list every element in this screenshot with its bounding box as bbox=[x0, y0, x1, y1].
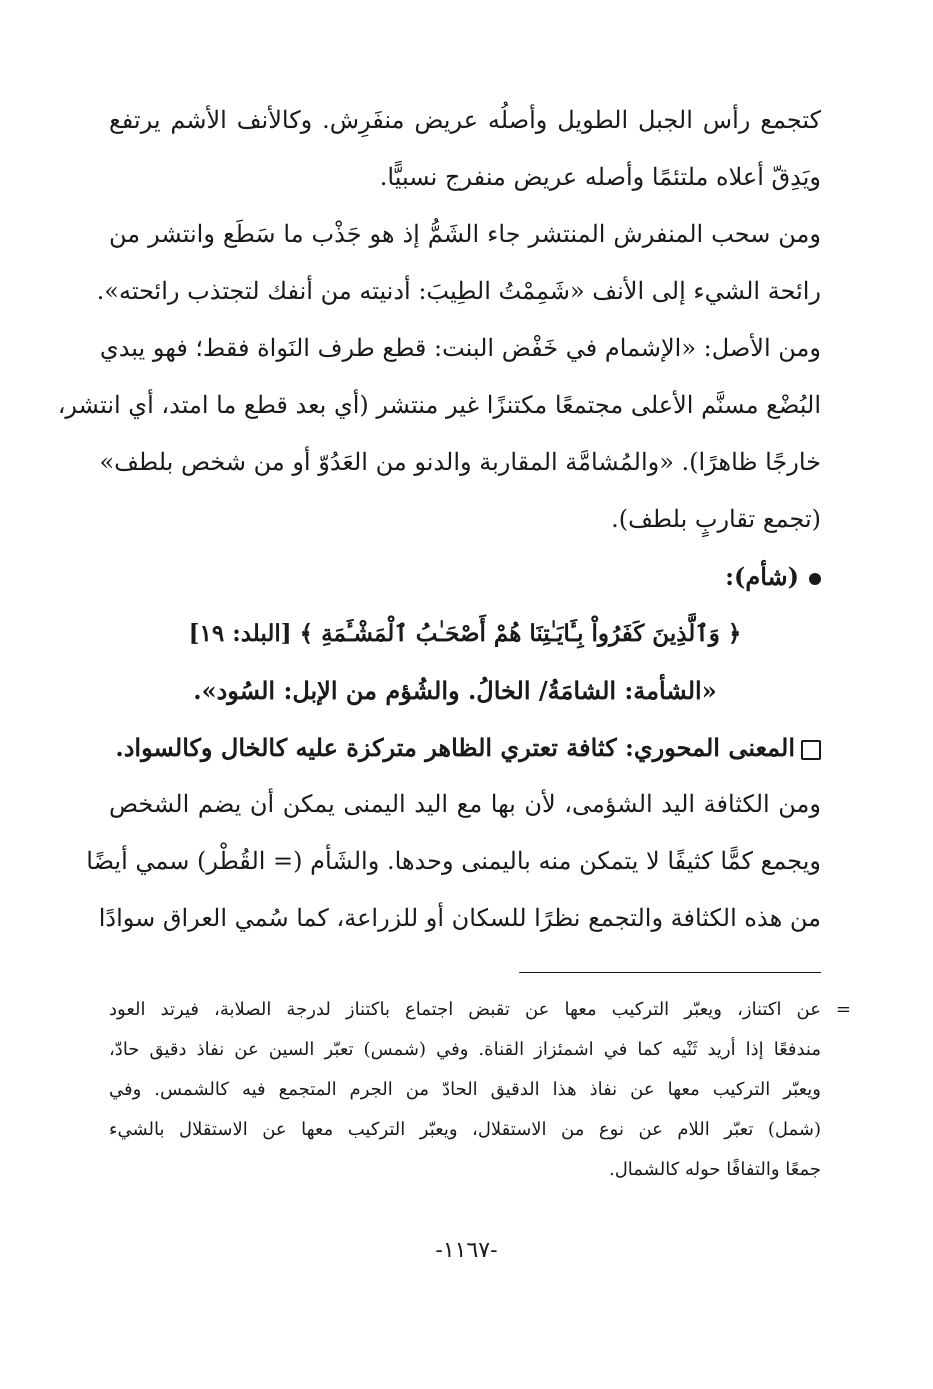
text-line: ومن الكثافة اليد الشؤمى، لأن بها مع اليد اليمنى يمكن أن يضم الشخص bbox=[109, 790, 821, 818]
text-line: ومن الأصل: «الإشمام في خَفْض البنت: قطع طرف النَواة فقط؛ فهو يبدي bbox=[99, 334, 821, 362]
footnote-line: عن اكتناز، ويعبّر التركيب معها عن تقبض اجتماع باكتناز لدرجة الصلابة، فيرتد العود bbox=[109, 999, 821, 1020]
quran-verse: ﴿ وَٱلَّذِينَ كَفَرُواْ بِـَٔايَـٰتِنَا هُمْ أَصْحَـٰبُ ٱلْمَشْـَٔمَةِ ﴾ [البلد: ١٩] bbox=[188, 620, 742, 647]
section-heading bbox=[109, 548, 821, 605]
text-line: كتجمع رأس الجبل الطويل وأصلُه عريض منفَرِش. وكالأنف الأشم يرتفع bbox=[109, 106, 822, 134]
text-line: (تجمع تقاربٍ بلطف). bbox=[611, 505, 821, 533]
core-meaning bbox=[109, 719, 821, 776]
footnote-line: ويعبّر التركيب معها عن نفاذ هذا الدقيق الحادّ من الجرم المتجمع فيه كالشمس. وفي bbox=[109, 1079, 821, 1100]
bullet-icon bbox=[809, 573, 821, 585]
footnote-continuation-marker: = bbox=[835, 999, 851, 1020]
footnote-divider bbox=[519, 972, 821, 973]
text-line: ويجمع كمًّا كثيفًا لا يتمكن منه باليمنى وحدها. والشَأم (= القُطْر) سمي أيضًا bbox=[86, 847, 821, 875]
text-line: خارجًا ظاهرًا). «والمُشامَّة المقاربة والدنو من العَدُوّ أو من شخص بلطف» bbox=[99, 448, 821, 476]
footnote-line: (شمل) تعبّر اللام عن نوع من الاستقلال، ويعبّر التركيب معها عن الاستقلال بالشيء bbox=[109, 1119, 821, 1140]
text-line: من هذه الكثافة والتجمع نظرًا للسكان أو للزراعة، كما سُمي العراق سوادًا bbox=[98, 904, 821, 932]
square-icon bbox=[801, 740, 821, 760]
footnote bbox=[109, 990, 851, 1190]
text-line: البُضْع مسنَّم الأعلى مجتمعًا مكتنزًا غير منتشر (أي بعد قطع ما امتد، أي انتشر، bbox=[57, 391, 821, 419]
main-text bbox=[57, 92, 822, 947]
footnote-line: جمعًا والتفافًا حوله كالشمال. bbox=[608, 1159, 821, 1180]
heading-text: (شأم): bbox=[725, 562, 799, 591]
text-line: رائحة الشيء إلى الأنف «شَمِمْتُ الطِيبَ: أدنيته من أنفك لتجتذب رائحته». bbox=[96, 277, 821, 305]
page-number: -١١٦٧- bbox=[435, 1238, 498, 1263]
core-meaning-text: المعنى المحوري: كثافة تعتري الظاهر متركزة عليه كالخال وكالسواد. bbox=[115, 733, 795, 762]
dictionary-quote: «الشأمة: الشامَةُ/ الخالُ. والشُؤم من الإبل: السُود». bbox=[193, 676, 717, 705]
footnote-line: مندفعًا إذا أريد ثَنْيه كما في اشمئزاز القناة. وفي (شمس) تعبّر السين عن نفاذ دقيق حادّ، bbox=[109, 1039, 821, 1060]
text-line: ويَدِقّ أعلاه ملتئمًا وأصله عريض منفرج نسبيًّا. bbox=[379, 163, 821, 191]
text-line: ومن سحب المنفرش المنتشر جاء الشَمُّ إذ هو جَذْب ما سَطَع وانتشر من bbox=[109, 220, 821, 248]
